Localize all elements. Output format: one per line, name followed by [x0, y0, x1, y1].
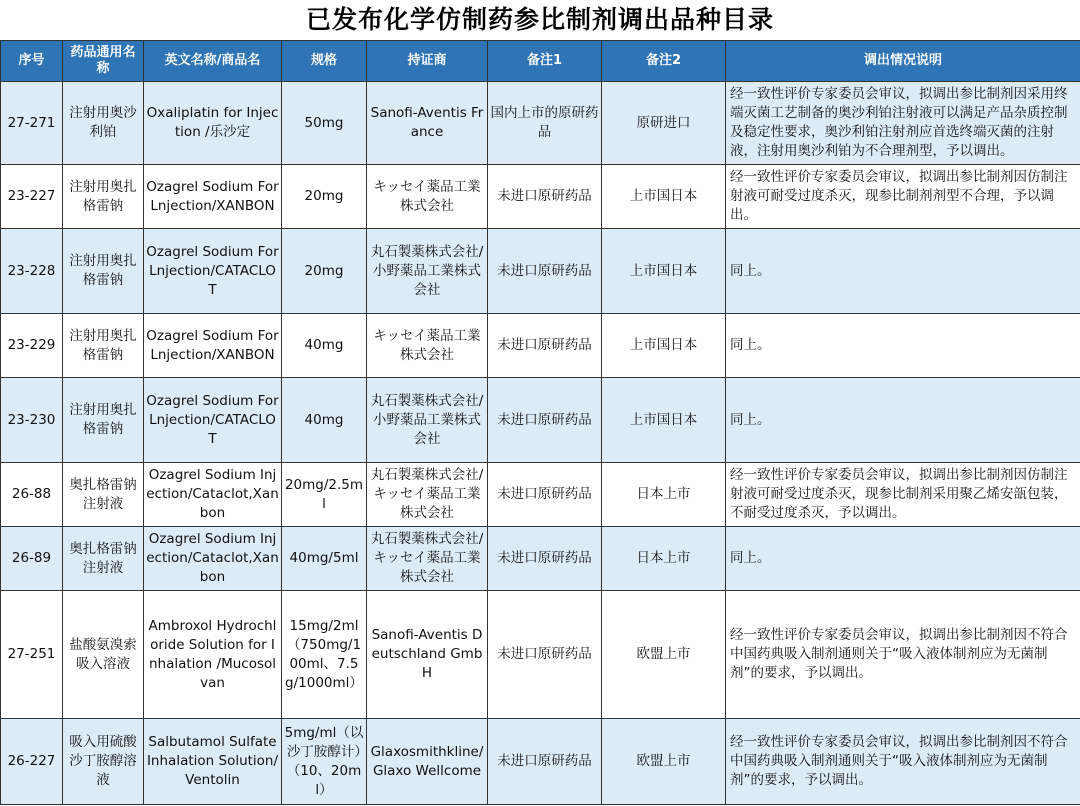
- generic-name-cell: 奥扎格雷钠注射液: [63, 463, 144, 527]
- remark2-cell: 日本上市: [602, 527, 726, 591]
- generic-name-cell: 注射用奥沙利铂: [63, 82, 144, 165]
- header-cell: 调出情况说明: [726, 41, 1080, 82]
- english-name-cell: Ozagrel Sodium For Lnjection/XANBON: [144, 314, 282, 378]
- english-name-cell: Salbutamol Sulfate Inhalation Solution/Ventolin: [144, 719, 282, 805]
- explanation-cell: 同上。: [726, 378, 1080, 463]
- generic-name-cell: 吸入用硫酸沙丁胺醇溶液: [63, 719, 144, 805]
- row-id-cell: 26-88: [1, 463, 63, 527]
- remark1-cell: 未进口原研药品: [488, 719, 602, 805]
- generic-name-cell: 注射用奥扎格雷钠: [63, 378, 144, 463]
- table-row: [1, 719, 1080, 805]
- spec-cell: 40mg: [282, 314, 367, 378]
- holder-cell: 丸石製薬株式会社/キッセイ薬品工業株式会社: [367, 527, 488, 591]
- remark1-cell: 未进口原研药品: [488, 527, 602, 591]
- holder-cell: Sanofi-Aventis Deutschland GmbH: [367, 591, 488, 719]
- table-row: [1, 82, 1080, 165]
- remark1-cell: 未进口原研药品: [488, 378, 602, 463]
- holder-cell: キッセイ薬品工業株式会社: [367, 314, 488, 378]
- spec-cell: 20mg: [282, 165, 367, 229]
- english-name-cell: Ozagrel Sodium For Lnjection/CATACLOT: [144, 378, 282, 463]
- english-name-cell: Ambroxol Hydrochloride Solution for Inhalation /Mucosolvan: [144, 591, 282, 719]
- spec-cell: 50mg: [282, 82, 367, 165]
- row-id-cell: 23-227: [1, 165, 63, 229]
- header-cell: 备注1: [488, 41, 602, 82]
- spec-cell: 15mg/2ml（750mg/100ml、7.5g/1000ml）: [282, 591, 367, 719]
- english-name-cell: Ozagrel Sodium For Lnjection/XANBON: [144, 165, 282, 229]
- explanation-cell: 经一致性评价专家委员会审议，拟调出参比制剂因仿制注射液可耐受过度杀灭，现参比制剂采用聚乙烯安瓿包装，不耐受过度杀灭，予以调出。: [726, 463, 1080, 527]
- holder-cell: Sanofi-Aventis France: [367, 82, 488, 165]
- remark2-cell: 上市国日本: [602, 165, 726, 229]
- explanation-cell: 同上。: [726, 314, 1080, 378]
- table-row: [1, 527, 1080, 591]
- header-cell: 序号: [1, 41, 63, 82]
- explanation-cell: 经一致性评价专家委员会审议，拟调出参比制剂因仿制注射液可耐受过度杀灭，现参比制剂剂型不合理，予以调出。: [726, 165, 1080, 229]
- header-cell: 备注2: [602, 41, 726, 82]
- table-row: [1, 165, 1080, 229]
- remark2-cell: 上市国日本: [602, 314, 726, 378]
- row-id-cell: 26-227: [1, 719, 63, 805]
- table-row: [1, 463, 1080, 527]
- spec-cell: 20mg/2.5ml: [282, 463, 367, 527]
- header-cell: 持证商: [367, 41, 488, 82]
- remark2-cell: 上市国日本: [602, 229, 726, 314]
- english-name-cell: Ozagrel Sodium Injection/Cataclot,Xanbon: [144, 527, 282, 591]
- explanation-cell: 经一致性评价专家委员会审议，拟调出参比制剂因不符合中国药典吸入制剂通则关于“吸入液体制剂应为无菌制剂”的要求，予以调出。: [726, 591, 1080, 719]
- remark1-cell: 未进口原研药品: [488, 591, 602, 719]
- generic-name-cell: 注射用奥扎格雷钠: [63, 314, 144, 378]
- row-id-cell: 23-230: [1, 378, 63, 463]
- holder-cell: Glaxosmithkline/Glaxo Wellcome: [367, 719, 488, 805]
- generic-name-cell: 盐酸氨溴索吸入溶液: [63, 591, 144, 719]
- spec-cell: 5mg/ml（以沙丁胺醇计）（10、20ml）: [282, 719, 367, 805]
- holder-cell: 丸石製薬株式会社/キッセイ薬品工業株式会社: [367, 463, 488, 527]
- spec-cell: 20mg: [282, 229, 367, 314]
- row-id-cell: 26-89: [1, 527, 63, 591]
- generic-name-cell: 注射用奥扎格雷钠: [63, 165, 144, 229]
- remark1-cell: 未进口原研药品: [488, 314, 602, 378]
- generic-name-cell: 奥扎格雷钠注射液: [63, 527, 144, 591]
- explanation-cell: 同上。: [726, 527, 1080, 591]
- header-cell: 英文名称/商品名: [144, 41, 282, 82]
- explanation-cell: 经一致性评价专家委员会审议，拟调出参比制剂因采用终端灭菌工艺制备的奥沙利铂注射液可以满足产品杂质控制及稳定性要求，奥沙利铂注射剂应首选终端灭菌的注射液，注射用奥沙利铂为不合理剂型，予以调出。: [726, 82, 1080, 165]
- table-body: [1, 82, 1080, 805]
- holder-cell: 丸石製薬株式会社/小野薬品工業株式会社: [367, 378, 488, 463]
- explanation-cell: 经一致性评价专家委员会审议，拟调出参比制剂因不符合中国药典吸入制剂通则关于“吸入液体制剂应为无菌制剂”的要求，予以调出。: [726, 719, 1080, 805]
- remark2-cell: 上市国日本: [602, 378, 726, 463]
- remark2-cell: 原研进口: [602, 82, 726, 165]
- remark2-cell: 欧盟上市: [602, 591, 726, 719]
- row-id-cell: 27-271: [1, 82, 63, 165]
- explanation-cell: 同上。: [726, 229, 1080, 314]
- english-name-cell: Ozagrel Sodium Injection/Cataclot,Xanbon: [144, 463, 282, 527]
- english-name-cell: Ozagrel Sodium For Lnjection/CATACLOT: [144, 229, 282, 314]
- remark1-cell: 国内上市的原研药品: [488, 82, 602, 165]
- holder-cell: キッセイ薬品工業株式会社: [367, 165, 488, 229]
- header-cell: 规格: [282, 41, 367, 82]
- english-name-cell: Oxaliplatin for Injection /乐沙定: [144, 82, 282, 165]
- table-row: [1, 591, 1080, 719]
- remark1-cell: 未进口原研药品: [488, 165, 602, 229]
- row-id-cell: 27-251: [1, 591, 63, 719]
- holder-cell: 丸石製薬株式会社/小野薬品工業株式会社: [367, 229, 488, 314]
- remark1-cell: 未进口原研药品: [488, 229, 602, 314]
- generic-name-cell: 注射用奥扎格雷钠: [63, 229, 144, 314]
- table-row: [1, 314, 1080, 378]
- page-title: 已发布化学仿制药参比制剂调出品种目录: [305, 5, 774, 34]
- spec-cell: 40mg: [282, 378, 367, 463]
- catalog-table: [0, 40, 1080, 805]
- table-row: [1, 229, 1080, 314]
- header-cell: 药品通用名称: [63, 41, 144, 82]
- table-row: [1, 378, 1080, 463]
- row-id-cell: 23-229: [1, 314, 63, 378]
- header-row: [1, 41, 1080, 82]
- remark2-cell: 欧盟上市: [602, 719, 726, 805]
- spec-cell: 40mg/5ml: [282, 527, 367, 591]
- remark2-cell: 日本上市: [602, 463, 726, 527]
- row-id-cell: 23-228: [1, 229, 63, 314]
- remark1-cell: 未进口原研药品: [488, 463, 602, 527]
